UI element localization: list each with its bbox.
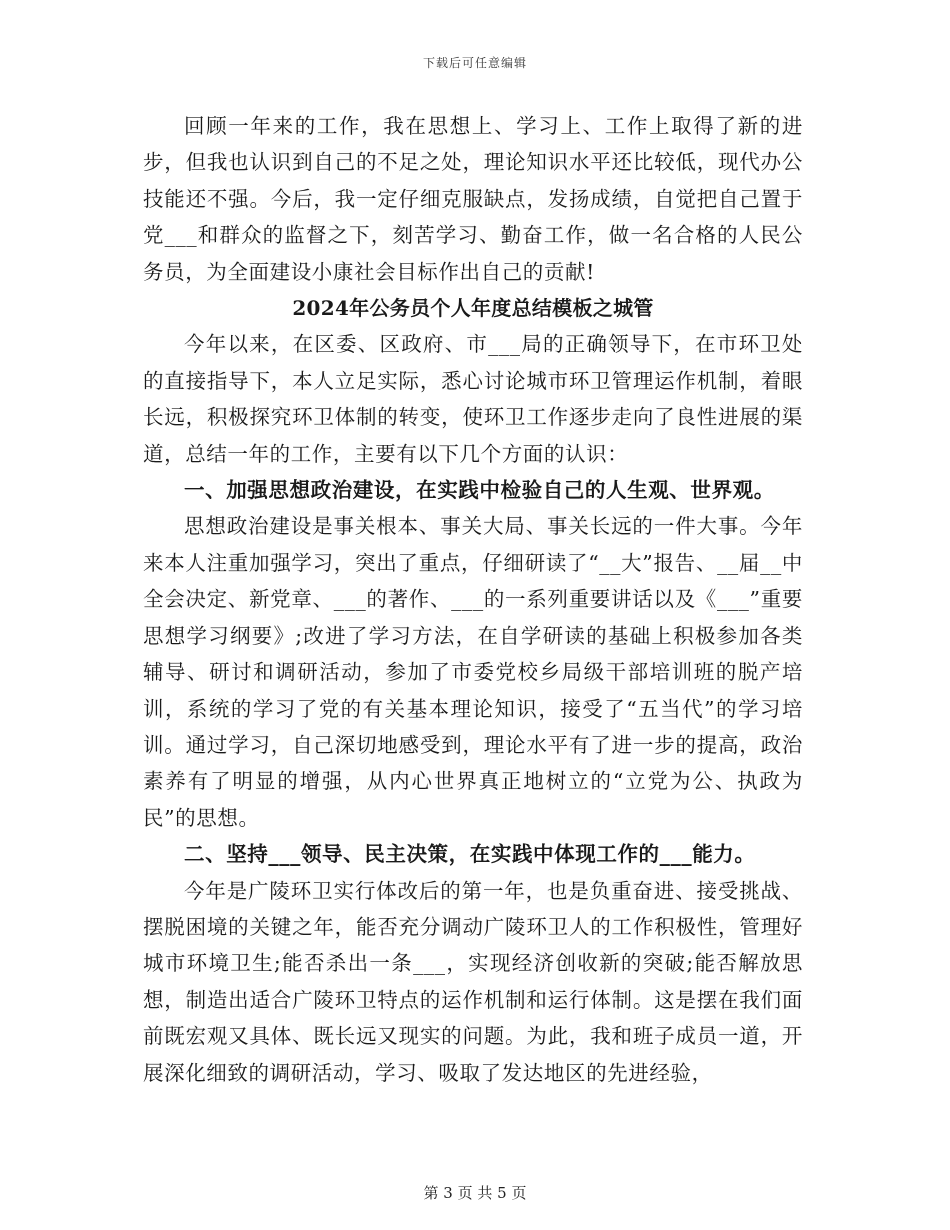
page-number: 第 3 页 共 5 页 [423,1184,527,1202]
paragraph-reform: 今年是广陵环卫实行体改后的第一年，也是负重奋进、接受挑战、摆脱困境的关键之年，能否充分调动广陵环卫人的工作积极性，管理好城市环境卫生;能否杀出一条___，实现经济创收新的突破;能否解放思想，制造出适合广陵环卫特点的运作机制和运行体制。这是摆在我们面前既宏观又具体、既长远又现实的问题。为此，我和班子成员一道，开展深化细致的调研活动，学习、吸取了发达地区的先进经验， [143,878,803,1085]
paragraph-political-study: 思想政治建设是事关根本、事关大局、事关长远的一件大事。今年来本人注重加强学习，突出了重点，仔细研读了“__大”报告、__届__中全会决定、新党章、___的著作、___的一系列重要讲话以及《___”重要思想学习纲要》;改进了学习方法，在自学研读的基础上积极参加各类辅导、研讨和调研活动，参加了市委党校乡局级干部培训班的脱产培训，系统的学习了党的有关基本理论知识，接受了“五当代”的学习培训。通过学习，自己深切地感受到，理论水平有了进一步的提高，政治素养有了明显的增强，从内心世界真正地树立的“立党为公、执政为民”的思想。 [143,514,803,830]
paragraph-intro: 今年以来，在区委、区政府、市___局的正确领导下，在市环卫处的直接指导下，本人立足实际，悉心讨论城市环卫管理运作机制，着眼长远，积极探究环卫体制的转变，使环卫工作逐步走向了良性进展的渠道，总结一年的工作，主要有以下几个方面的认识： [143,332,803,466]
document-body [143,108,803,1091]
page-header: 下载后可任意编辑 [422,56,527,70]
document-title: 2024年公务员个人年度总结模板之城管 [292,296,654,321]
paragraph-review: 回顾一年来的工作，我在思想上、学习上、工作上取得了新的进步，但我也认识到自己的不足之处，理论知识水平还比较低，现代办公技能还不强。今后，我一定仔细克服缺点，发扬成绩，自觉把自己置于党___和群众的监督之下，刻苦学习、勤奋工作，做一名合格的人民公务员，为全面建设小康社会目标作出自己的贡献! [143,114,803,284]
section-heading-1: 一、加强思想政治建设，在实践中检验自己的人生观、世界观。 [184,478,775,503]
section-heading-2: 二、坚持___领导、民主决策，在实践中体现工作的___能力。 [184,842,756,867]
